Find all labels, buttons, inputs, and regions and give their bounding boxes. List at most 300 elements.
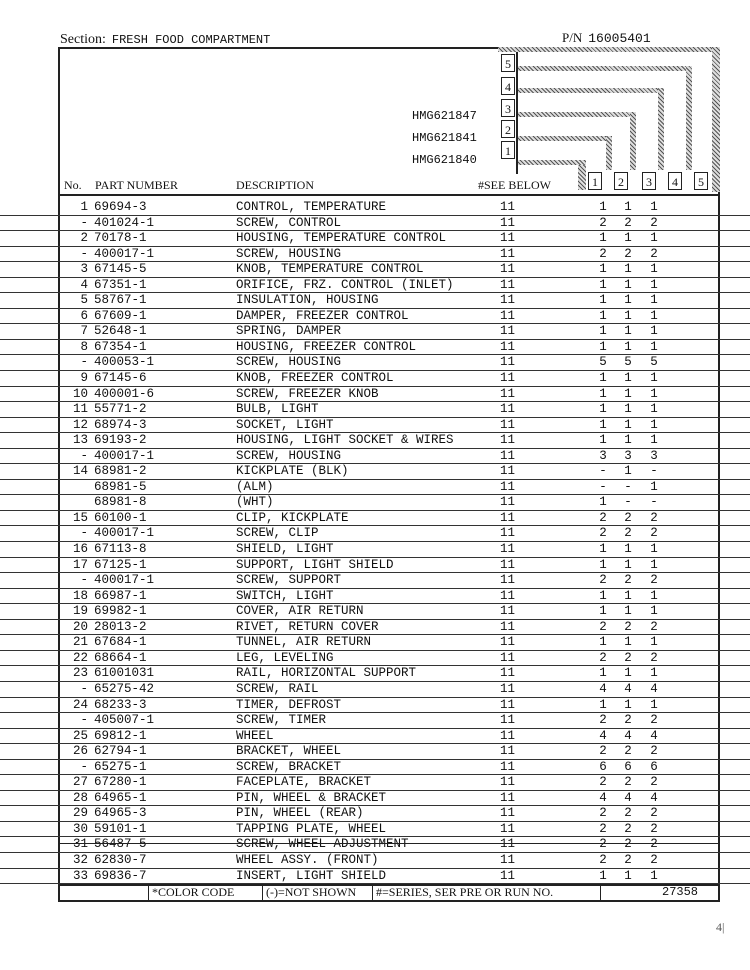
cell-desc: SCREW, HOUSING bbox=[236, 246, 342, 261]
cell-q3: 1 bbox=[650, 868, 658, 883]
header-part-number: PART NUMBER bbox=[95, 178, 178, 192]
cell-series: 11 bbox=[500, 402, 516, 417]
cell-q1: 2 bbox=[599, 744, 607, 759]
table-row bbox=[0, 775, 750, 791]
cell-q3: 1 bbox=[650, 371, 658, 386]
cell-q1: 2 bbox=[599, 619, 607, 634]
cell-desc: RAIL, HORIZONTAL SUPPORT bbox=[236, 666, 417, 681]
cell-q1: 1 bbox=[599, 635, 607, 650]
cell-part: 68974-3 bbox=[94, 417, 147, 432]
cell-series: 11 bbox=[500, 713, 516, 728]
cell-series: 11 bbox=[500, 588, 516, 603]
cell-no: 16 bbox=[72, 542, 88, 557]
cell-part: 67351-1 bbox=[94, 277, 147, 292]
table-row bbox=[0, 216, 750, 232]
cell-series: 11 bbox=[500, 806, 516, 821]
cell-q3: 1 bbox=[650, 402, 658, 417]
cell-q3: 1 bbox=[650, 479, 658, 494]
cell-series: 11 bbox=[500, 231, 516, 246]
cell-series: 11 bbox=[500, 557, 516, 572]
cell-desc: BULB, LIGHT bbox=[236, 402, 319, 417]
cell-q3: 2 bbox=[650, 837, 658, 852]
cell-q3: 1 bbox=[650, 262, 658, 277]
cell-no: - bbox=[80, 759, 88, 774]
cell-q3: 1 bbox=[650, 339, 658, 354]
cell-q3: 1 bbox=[650, 666, 658, 681]
cell-series: 11 bbox=[500, 308, 516, 323]
cell-no: 31 bbox=[72, 837, 88, 852]
cell-q1: - bbox=[599, 479, 607, 494]
cell-q2: 1 bbox=[624, 604, 632, 619]
table-row bbox=[0, 729, 750, 745]
cell-q3: - bbox=[650, 464, 658, 479]
cell-q2: 6 bbox=[624, 759, 632, 774]
cell-q2: 1 bbox=[624, 339, 632, 354]
series-col-2: 2 bbox=[614, 172, 628, 190]
cell-no: 25 bbox=[72, 728, 88, 743]
cell-no: 2 bbox=[80, 231, 88, 246]
cell-series: 11 bbox=[500, 355, 516, 370]
cell-no: 5 bbox=[80, 293, 88, 308]
cell-part: 68981-8 bbox=[94, 495, 147, 510]
cell-q1: 1 bbox=[599, 697, 607, 712]
cell-q3: 2 bbox=[650, 650, 658, 665]
cell-no: 20 bbox=[72, 619, 88, 634]
cell-desc: PIN, WHEEL (REAR) bbox=[236, 806, 364, 821]
cell-q2: 2 bbox=[624, 573, 632, 588]
cell-series: 11 bbox=[500, 526, 516, 541]
cell-q2: 1 bbox=[624, 231, 632, 246]
cell-desc: SCREW, HOUSING bbox=[236, 448, 342, 463]
cell-q1: 1 bbox=[599, 417, 607, 432]
cell-q2: 1 bbox=[624, 588, 632, 603]
cell-q1: 1 bbox=[599, 495, 607, 510]
cell-q2: - bbox=[624, 495, 632, 510]
cell-desc: INSULATION, HOUSING bbox=[236, 293, 379, 308]
table-row bbox=[0, 806, 750, 822]
cell-part: 67684-1 bbox=[94, 635, 147, 650]
cell-part: 67113-8 bbox=[94, 542, 147, 557]
cell-q2: 1 bbox=[624, 868, 632, 883]
cell-q1: 2 bbox=[599, 713, 607, 728]
cell-q2: 1 bbox=[624, 417, 632, 432]
cell-no: - bbox=[80, 215, 88, 230]
cell-part: 68981-5 bbox=[94, 479, 147, 494]
cell-no: - bbox=[80, 573, 88, 588]
cell-q1: 2 bbox=[599, 573, 607, 588]
cell-no: 7 bbox=[80, 324, 88, 339]
part-number-header bbox=[562, 30, 651, 46]
page-margin-mark: 4| bbox=[716, 920, 725, 934]
cell-q2: 2 bbox=[624, 837, 632, 852]
cell-no: - bbox=[80, 713, 88, 728]
cell-series: 11 bbox=[500, 573, 516, 588]
cell-q3: 1 bbox=[650, 324, 658, 339]
series-box-5: 5 bbox=[501, 54, 515, 72]
not-shown-note: (-)=NOT SHOWN bbox=[266, 885, 357, 899]
cell-q2: 2 bbox=[624, 246, 632, 261]
cell-q2: 2 bbox=[624, 852, 632, 867]
parts-table bbox=[0, 200, 750, 884]
table-row bbox=[0, 760, 750, 776]
cell-no: 11 bbox=[72, 402, 88, 417]
cell-desc: PIN, WHEEL & BRACKET bbox=[236, 790, 387, 805]
cell-q1: 1 bbox=[599, 557, 607, 572]
cell-desc: KNOB, TEMPERATURE CONTROL bbox=[236, 262, 424, 277]
cell-q3: 1 bbox=[650, 200, 658, 214]
cell-q3: - bbox=[650, 495, 658, 510]
cell-q2: 1 bbox=[624, 433, 632, 448]
cell-q3: 2 bbox=[650, 806, 658, 821]
series-box-2: 2 bbox=[501, 120, 515, 138]
cell-desc: SCREW, TIMER bbox=[236, 713, 327, 728]
table-row bbox=[0, 200, 750, 216]
cell-desc: TUNNEL, AIR RETURN bbox=[236, 635, 372, 650]
cell-part: 67609-1 bbox=[94, 308, 147, 323]
cell-desc: INSERT, LIGHT SHIELD bbox=[236, 868, 387, 883]
cell-desc: SCREW, CONTROL bbox=[236, 215, 342, 230]
cell-desc: SCREW, WHEEL ADJUSTMENT bbox=[236, 837, 409, 852]
cell-desc: SCREW, HOUSING bbox=[236, 355, 342, 370]
cell-part: 64965-1 bbox=[94, 790, 147, 805]
table-row bbox=[0, 713, 750, 729]
color-code-note: *COLOR CODE bbox=[152, 885, 235, 899]
cell-q3: 1 bbox=[650, 604, 658, 619]
cell-desc: CLIP, KICKPLATE bbox=[236, 510, 349, 525]
cell-part: 69694-3 bbox=[94, 200, 147, 214]
cell-q1: 1 bbox=[599, 542, 607, 557]
cell-q2: 2 bbox=[624, 821, 632, 836]
cell-no: 8 bbox=[80, 339, 88, 354]
cell-series: 11 bbox=[500, 868, 516, 883]
cell-no: - bbox=[80, 681, 88, 696]
table-row bbox=[0, 573, 750, 589]
cell-part: 400017-1 bbox=[94, 573, 155, 588]
cell-part: 400001-6 bbox=[94, 386, 155, 401]
table-row bbox=[0, 744, 750, 760]
cell-part: 62794-1 bbox=[94, 744, 147, 759]
table-row bbox=[0, 464, 750, 480]
cell-desc: WHEEL bbox=[236, 728, 274, 743]
model-name: HMG621841 bbox=[412, 131, 477, 145]
cell-series: 11 bbox=[500, 635, 516, 650]
cell-series: 11 bbox=[500, 666, 516, 681]
cell-series: 11 bbox=[500, 619, 516, 634]
cell-q3: 1 bbox=[650, 557, 658, 572]
cell-q1: 1 bbox=[599, 308, 607, 323]
cell-series: 11 bbox=[500, 495, 516, 510]
cell-q3: 2 bbox=[650, 510, 658, 525]
cell-q1: 1 bbox=[599, 588, 607, 603]
table-row bbox=[0, 635, 750, 651]
cell-part: 67145-6 bbox=[94, 371, 147, 386]
cell-q2: 4 bbox=[624, 728, 632, 743]
cell-no: 21 bbox=[72, 635, 88, 650]
cell-part: 28013-2 bbox=[94, 619, 147, 634]
cell-no: 3 bbox=[80, 262, 88, 277]
cell-no: 22 bbox=[72, 650, 88, 665]
cell-desc: (WHT) bbox=[236, 495, 274, 510]
cell-series: 11 bbox=[500, 681, 516, 696]
cell-q1: 5 bbox=[599, 355, 607, 370]
cell-q3: 1 bbox=[650, 588, 658, 603]
cell-part: 67354-1 bbox=[94, 339, 147, 354]
cell-q1: 1 bbox=[599, 433, 607, 448]
table-row bbox=[0, 604, 750, 620]
cell-series: 11 bbox=[500, 324, 516, 339]
series-note: #=SERIES, SER PRE OR RUN NO. bbox=[376, 885, 554, 899]
cell-no: - bbox=[80, 246, 88, 261]
cell-series: 11 bbox=[500, 464, 516, 479]
cell-q3: 4 bbox=[650, 728, 658, 743]
cell-no: 17 bbox=[72, 557, 88, 572]
cell-q3: 1 bbox=[650, 542, 658, 557]
cell-q2: 2 bbox=[624, 744, 632, 759]
series-col-3: 3 bbox=[642, 172, 656, 190]
cell-no: 4 bbox=[80, 277, 88, 292]
cell-q2: 1 bbox=[624, 262, 632, 277]
cell-desc: HOUSING, FREEZER CONTROL bbox=[236, 339, 417, 354]
cell-series: 11 bbox=[500, 650, 516, 665]
cell-series: 11 bbox=[500, 215, 516, 230]
cell-part: 59101-1 bbox=[94, 821, 147, 836]
cell-q2: 1 bbox=[624, 200, 632, 214]
cell-series: 11 bbox=[500, 246, 516, 261]
table-row bbox=[0, 309, 750, 325]
table-bottom-rule bbox=[58, 843, 720, 844]
cell-q1: 1 bbox=[599, 371, 607, 386]
cell-q2: 1 bbox=[624, 542, 632, 557]
cell-part: 400053-1 bbox=[94, 355, 155, 370]
cell-q3: 2 bbox=[650, 713, 658, 728]
cell-series: 11 bbox=[500, 542, 516, 557]
series-box-4: 4 bbox=[501, 77, 515, 95]
cell-q2: 4 bbox=[624, 681, 632, 696]
cell-series: 11 bbox=[500, 386, 516, 401]
cell-desc: SCREW, CLIP bbox=[236, 526, 319, 541]
table-row bbox=[0, 495, 750, 511]
table-row bbox=[0, 433, 750, 449]
cell-q3: 2 bbox=[650, 619, 658, 634]
cell-part: 56487-5 bbox=[94, 837, 147, 852]
cell-series: 11 bbox=[500, 200, 516, 214]
cell-part: 58767-1 bbox=[94, 293, 147, 308]
cell-part: 68233-3 bbox=[94, 697, 147, 712]
cell-part: 61001031 bbox=[94, 666, 155, 681]
cell-desc: SWITCH, LIGHT bbox=[236, 588, 334, 603]
pn-label: P/N bbox=[562, 30, 583, 45]
cell-desc: COVER, AIR RETURN bbox=[236, 604, 364, 619]
cell-q3: 1 bbox=[650, 277, 658, 292]
cell-series: 11 bbox=[500, 837, 516, 852]
cell-no: - bbox=[80, 448, 88, 463]
cell-desc: SPRING, DAMPER bbox=[236, 324, 342, 339]
cell-part: 66987-1 bbox=[94, 588, 147, 603]
cell-part: 65275-42 bbox=[94, 681, 155, 696]
cell-desc: TAPPING PLATE, WHEEL bbox=[236, 821, 387, 836]
table-row bbox=[0, 340, 750, 356]
cell-q3: 1 bbox=[650, 231, 658, 246]
cell-no: 1 bbox=[80, 200, 88, 214]
cell-q1: 2 bbox=[599, 775, 607, 790]
cell-q3: 3 bbox=[650, 448, 658, 463]
table-row bbox=[0, 542, 750, 558]
header-description: DESCRIPTION bbox=[236, 178, 315, 192]
cell-part: 400017-1 bbox=[94, 526, 155, 541]
cell-no: 6 bbox=[80, 308, 88, 323]
table-row bbox=[0, 822, 750, 838]
cell-part: 400017-1 bbox=[94, 448, 155, 463]
cell-q2: 1 bbox=[624, 371, 632, 386]
cell-desc: RIVET, RETURN COVER bbox=[236, 619, 379, 634]
cell-no: 33 bbox=[72, 868, 88, 883]
cell-no: 26 bbox=[72, 744, 88, 759]
cell-q2: 2 bbox=[624, 806, 632, 821]
cell-desc: (ALM) bbox=[236, 479, 274, 494]
cell-part: 68664-1 bbox=[94, 650, 147, 665]
cell-q1: 2 bbox=[599, 821, 607, 836]
cell-q1: 1 bbox=[599, 386, 607, 401]
cell-desc: DAMPER, FREEZER CONTROL bbox=[236, 308, 409, 323]
cell-series: 11 bbox=[500, 697, 516, 712]
cell-desc: WHEEL ASSY. (FRONT) bbox=[236, 852, 379, 867]
cell-series: 11 bbox=[500, 262, 516, 277]
cell-no: 32 bbox=[72, 852, 88, 867]
section-label: Section: bbox=[60, 32, 106, 47]
table-row bbox=[0, 293, 750, 309]
model-name: HMG621847 bbox=[412, 109, 477, 123]
table-row bbox=[0, 480, 750, 496]
table-row bbox=[0, 449, 750, 465]
cell-q3: 2 bbox=[650, 821, 658, 836]
table-row bbox=[0, 698, 750, 714]
cell-part: 60100-1 bbox=[94, 510, 147, 525]
cell-q2: 2 bbox=[624, 713, 632, 728]
cell-part: 69982-1 bbox=[94, 604, 147, 619]
cell-q1: 1 bbox=[599, 200, 607, 214]
cell-desc: LEG, LEVELING bbox=[236, 650, 334, 665]
cell-series: 11 bbox=[500, 604, 516, 619]
cell-q1: - bbox=[599, 464, 607, 479]
cell-series: 11 bbox=[500, 852, 516, 867]
cell-q1: 2 bbox=[599, 837, 607, 852]
cell-q1: 1 bbox=[599, 293, 607, 308]
table-row bbox=[0, 526, 750, 542]
cell-q3: 2 bbox=[650, 775, 658, 790]
cell-q2: 1 bbox=[624, 635, 632, 650]
cell-no: 13 bbox=[72, 433, 88, 448]
cell-desc: KICKPLATE (BLK) bbox=[236, 464, 349, 479]
cell-no: - bbox=[80, 526, 88, 541]
cell-q2: 1 bbox=[624, 308, 632, 323]
cell-q1: 4 bbox=[599, 681, 607, 696]
cell-no: 12 bbox=[72, 417, 88, 432]
table-row bbox=[0, 387, 750, 403]
cell-series: 11 bbox=[500, 339, 516, 354]
cell-no: 27 bbox=[72, 775, 88, 790]
header-divider bbox=[58, 194, 720, 196]
section-value: FRESH FOOD COMPARTMENT bbox=[111, 33, 271, 47]
cell-q2: 3 bbox=[624, 448, 632, 463]
cell-series: 11 bbox=[500, 277, 516, 292]
table-row bbox=[0, 682, 750, 698]
cell-desc: SOCKET, LIGHT bbox=[236, 417, 334, 432]
cell-desc: FACEPLATE, BRACKET bbox=[236, 775, 372, 790]
cell-no: - bbox=[80, 355, 88, 370]
cell-part: 62830-7 bbox=[94, 852, 147, 867]
cell-part: 67145-5 bbox=[94, 262, 147, 277]
table-row bbox=[0, 278, 750, 294]
cell-desc: HOUSING, LIGHT SOCKET & WIRES bbox=[236, 433, 454, 448]
cell-q2: 2 bbox=[624, 215, 632, 230]
cell-q1: 4 bbox=[599, 790, 607, 805]
cell-desc: SHIELD, LIGHT bbox=[236, 542, 334, 557]
cell-part: 64965-3 bbox=[94, 806, 147, 821]
cell-q1: 2 bbox=[599, 806, 607, 821]
cell-q1: 4 bbox=[599, 728, 607, 743]
cell-series: 11 bbox=[500, 790, 516, 805]
cell-part: 70178-1 bbox=[94, 231, 147, 246]
cell-q1: 2 bbox=[599, 852, 607, 867]
section-title bbox=[60, 32, 270, 48]
cell-q2: 5 bbox=[624, 355, 632, 370]
cell-part: 67280-1 bbox=[94, 775, 147, 790]
table-row bbox=[0, 869, 750, 885]
cell-desc: KNOB, FREEZER CONTROL bbox=[236, 371, 394, 386]
cell-part: 69812-1 bbox=[94, 728, 147, 743]
series-box-1: 1 bbox=[501, 141, 515, 159]
table-row bbox=[0, 418, 750, 434]
series-box-3: 3 bbox=[501, 99, 515, 117]
cell-q1: 1 bbox=[599, 402, 607, 417]
cell-q3: 6 bbox=[650, 759, 658, 774]
cell-q1: 1 bbox=[599, 277, 607, 292]
cell-q2: 2 bbox=[624, 619, 632, 634]
cell-q3: 1 bbox=[650, 386, 658, 401]
header-series: #SEE BELOW bbox=[478, 178, 551, 192]
series-col-4: 4 bbox=[668, 172, 682, 190]
cell-q1: 2 bbox=[599, 526, 607, 541]
table-row bbox=[0, 511, 750, 527]
cell-q3: 2 bbox=[650, 246, 658, 261]
cell-q2: - bbox=[624, 479, 632, 494]
cell-desc: BRACKET, WHEEL bbox=[236, 744, 342, 759]
cell-q1: 2 bbox=[599, 246, 607, 261]
cell-desc: SUPPORT, LIGHT SHIELD bbox=[236, 557, 394, 572]
cell-series: 11 bbox=[500, 433, 516, 448]
cell-no: 23 bbox=[72, 666, 88, 681]
cell-q3: 1 bbox=[650, 433, 658, 448]
cell-q1: 2 bbox=[599, 215, 607, 230]
cell-desc: CONTROL, TEMPERATURE bbox=[236, 200, 387, 214]
cell-q3: 2 bbox=[650, 852, 658, 867]
cell-no: 18 bbox=[72, 588, 88, 603]
cell-q2: 1 bbox=[624, 666, 632, 681]
table-row bbox=[0, 651, 750, 667]
cell-q1: 1 bbox=[599, 868, 607, 883]
cell-q1: 3 bbox=[599, 448, 607, 463]
cell-part: 69836-7 bbox=[94, 868, 147, 883]
cell-part: 52648-1 bbox=[94, 324, 147, 339]
series-col-5: 5 bbox=[694, 172, 708, 190]
model-name: HMG621840 bbox=[412, 153, 477, 167]
cell-q2: 4 bbox=[624, 790, 632, 805]
cell-q1: 1 bbox=[599, 604, 607, 619]
cell-no: 9 bbox=[80, 371, 88, 386]
cell-q3: 1 bbox=[650, 635, 658, 650]
cell-q1: 1 bbox=[599, 666, 607, 681]
table-row bbox=[0, 262, 750, 278]
